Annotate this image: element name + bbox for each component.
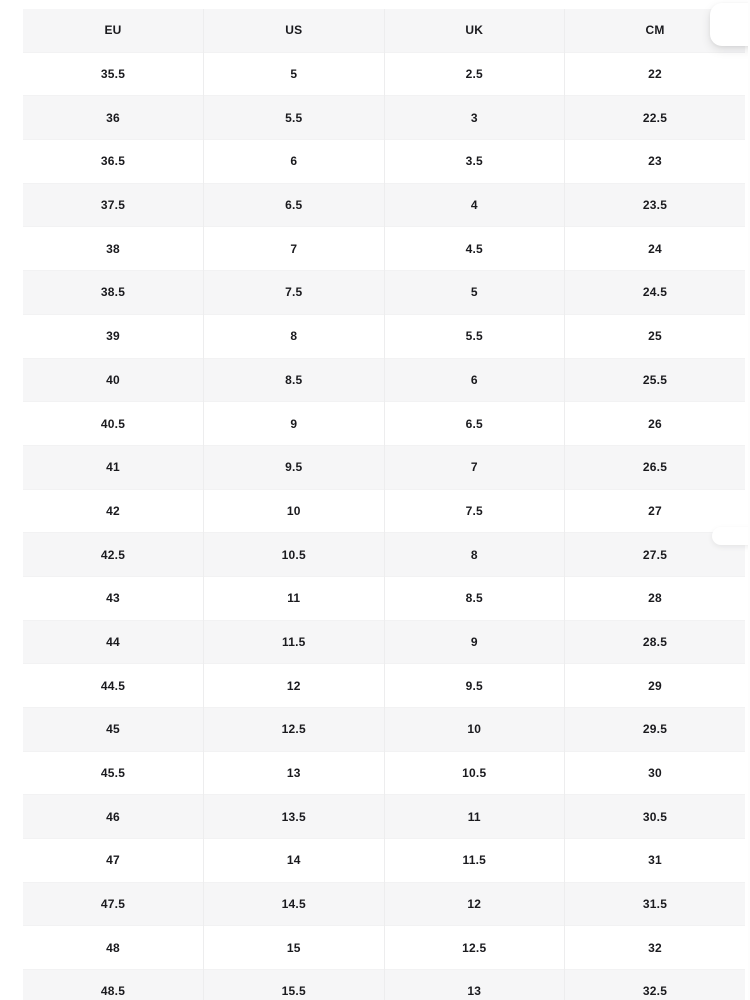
size-cell: 22.5: [565, 96, 746, 140]
size-cell: 10: [204, 489, 385, 533]
size-cell: 14.5: [204, 882, 385, 926]
size-cell: 45.5: [100, 766, 126, 781]
size-cell: 23: [565, 140, 746, 184]
size-cell: 47.5: [100, 897, 126, 912]
size-cell: 39: [106, 329, 120, 344]
table-row: [23, 882, 745, 926]
size-cell: 10.5: [384, 751, 565, 795]
table-row: [23, 751, 745, 795]
size-cell: 35.5: [100, 67, 126, 82]
size-cell: 6.5: [204, 183, 385, 227]
size-cell: 40.5: [100, 416, 126, 431]
size-cell: 8: [384, 533, 565, 577]
size-cell: 13: [384, 970, 565, 1000]
size-cell: 25: [565, 314, 746, 358]
size-cell: 31.5: [565, 882, 746, 926]
floating-widget-partial-top[interactable]: [710, 3, 750, 46]
size-cell: 30.5: [565, 795, 746, 839]
table-row: [23, 445, 745, 489]
size-cell: 15.5: [204, 970, 385, 1000]
table-row: [23, 620, 745, 664]
size-cell: 40: [106, 372, 120, 387]
header-row: [23, 9, 745, 52]
table-body: [23, 52, 745, 1000]
size-cell: 8: [204, 314, 385, 358]
size-cell: 12.5: [204, 708, 385, 752]
size-cell: 47: [106, 853, 120, 868]
size-cell: 9.5: [204, 445, 385, 489]
size-cell: 26: [565, 402, 746, 446]
size-cell: 11.5: [384, 839, 565, 883]
table-row: [23, 402, 745, 446]
size-cell: 44.5: [100, 678, 126, 693]
size-cell: 13: [204, 751, 385, 795]
table-row: [23, 839, 745, 883]
size-conversion-table: [23, 9, 745, 1000]
size-cell: 8.5: [204, 358, 385, 402]
size-cell: 9: [384, 620, 565, 664]
size-cell: 45: [106, 722, 120, 737]
size-cell: 44: [106, 634, 120, 649]
size-cell: 26.5: [565, 445, 746, 489]
table-row: [23, 227, 745, 271]
size-cell: 25.5: [565, 358, 746, 402]
size-cell: 27: [565, 489, 746, 533]
size-cell: 15: [204, 926, 385, 970]
size-cell: 2.5: [384, 52, 565, 96]
size-cell: 14: [204, 839, 385, 883]
table-row: [23, 271, 745, 315]
size-cell: 29: [565, 664, 746, 708]
table-row: [23, 708, 745, 752]
size-cell: 6: [384, 358, 565, 402]
size-cell: 32.5: [565, 970, 746, 1000]
table-row: [23, 96, 745, 140]
size-cell: 3.5: [384, 140, 565, 184]
size-cell: 7.5: [384, 489, 565, 533]
size-cell: 42: [106, 503, 120, 518]
size-cell: 23.5: [565, 183, 746, 227]
size-cell: 4: [384, 183, 565, 227]
table-row: [23, 533, 745, 577]
size-cell: 7.5: [204, 271, 385, 315]
size-cell: 10.5: [204, 533, 385, 577]
size-cell: 4.5: [384, 227, 565, 271]
size-cell: 32: [565, 926, 746, 970]
table-row: [23, 926, 745, 970]
column-header-cm: CM: [565, 9, 746, 52]
size-cell: 8.5: [384, 576, 565, 620]
table-row: [23, 314, 745, 358]
floating-pill-partial-mid[interactable]: [712, 527, 750, 545]
size-cell: 22: [565, 52, 746, 96]
table-row: [23, 795, 745, 839]
size-conversion-table-container: [23, 9, 745, 1000]
size-cell: 42.5: [100, 547, 126, 562]
size-cell: 48: [106, 940, 120, 955]
size-cell: 5: [204, 52, 385, 96]
size-cell: 6: [204, 140, 385, 184]
size-cell: 28: [565, 576, 746, 620]
size-cell: 24.5: [565, 271, 746, 315]
size-cell: 5.5: [384, 314, 565, 358]
size-cell: 41: [106, 460, 120, 475]
size-cell: 12.5: [384, 926, 565, 970]
column-header-uk: UK: [384, 9, 565, 52]
size-cell: 36.5: [100, 154, 126, 169]
table-row: [23, 970, 745, 1000]
size-cell: 28.5: [565, 620, 746, 664]
size-cell: 11: [204, 576, 385, 620]
size-cell: 11.5: [204, 620, 385, 664]
size-cell: 7: [204, 227, 385, 271]
size-cell: 38.5: [100, 285, 126, 300]
size-cell: 29.5: [565, 708, 746, 752]
size-cell: 10: [384, 708, 565, 752]
size-cell: 46: [106, 809, 120, 824]
table-row: [23, 52, 745, 96]
table-row: [23, 489, 745, 533]
size-cell: 9.5: [384, 664, 565, 708]
table-row: [23, 664, 745, 708]
size-cell: 48.5: [100, 984, 126, 999]
table-header: [23, 9, 745, 52]
size-cell: 9: [204, 402, 385, 446]
size-cell: 36: [106, 110, 120, 125]
table-row: [23, 358, 745, 402]
size-cell: 27.5: [565, 533, 746, 577]
size-cell: 5: [384, 271, 565, 315]
size-cell: 7: [384, 445, 565, 489]
size-cell: 43: [106, 591, 120, 606]
column-header-eu: EU: [104, 23, 122, 38]
size-cell: 11: [384, 795, 565, 839]
size-cell: 12: [384, 882, 565, 926]
size-cell: 31: [565, 839, 746, 883]
size-cell: 12: [204, 664, 385, 708]
table-row: [23, 140, 745, 184]
size-cell: 30: [565, 751, 746, 795]
size-cell: 37.5: [100, 198, 126, 213]
column-header-us: US: [204, 9, 385, 52]
table-row: [23, 183, 745, 227]
size-cell: 6.5: [384, 402, 565, 446]
size-cell: 13.5: [204, 795, 385, 839]
size-cell: 38: [106, 241, 120, 256]
table-row: [23, 576, 745, 620]
size-cell: 3: [384, 96, 565, 140]
size-cell: 24: [565, 227, 746, 271]
size-cell: 5.5: [204, 96, 385, 140]
